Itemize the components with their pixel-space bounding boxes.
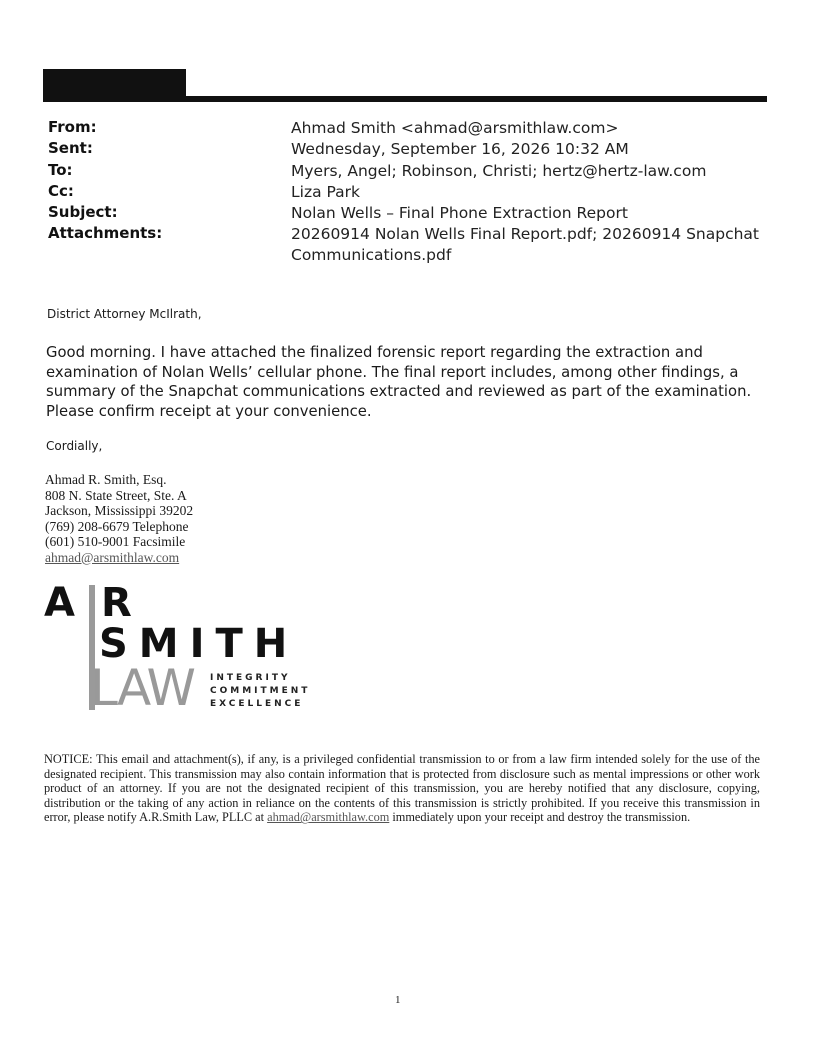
logo-letter-a: A: [44, 580, 75, 626]
signature-address-line2: Jackson, Mississippi 39202: [45, 503, 194, 518]
logo-tagline: [210, 672, 310, 711]
from-label: From:: [48, 118, 97, 136]
to-label: To:: [48, 161, 73, 179]
signature-facsimile: (601) 510-9001 Facsimile: [45, 534, 186, 549]
notice-text-after: immediately upon your receipt and destroy the transmission.: [392, 810, 691, 825]
cc-row: [0, 182, 816, 204]
logo-law: LAW: [90, 659, 194, 717]
from-value: Ahmad Smith <ahmad@arsmithlaw.com>: [291, 119, 619, 137]
signature-name: Ahmad R. Smith, Esq.: [45, 472, 167, 487]
page-number: 1: [395, 994, 401, 1006]
cc-label: Cc:: [48, 182, 74, 200]
subject-row: [0, 203, 816, 225]
to-value: Myers, Angel; Robinson, Christi; hertz@hertz-law.com: [291, 162, 707, 180]
notice-text-before: NOTICE: This email and attachment(s), if any, is a privileged confidential transmission to or from a law firm intended solely for the use of the designated recipient. This transmission may also contain information that is protected from disclosure such as mental impressions or other work product of an attorney. If you are not the designated recipient of this transmission, you are hereby notified that any disclosure, copying, distribution or the taking of any action in reliance on the contents of this transmission is strictly prohibited. If you receive this transmission in error, please notify A.R.Smith Law, PLLC at: [44, 752, 760, 825]
sent-row: [0, 139, 816, 161]
attachments-row: [0, 224, 816, 264]
signature-address-line1: 808 N. State Street, Ste. A: [45, 487, 187, 503]
to-row: [0, 161, 816, 183]
from-row: [0, 118, 816, 140]
logo-tag-commitment: COMMITMENT: [210, 686, 311, 696]
logo-letter-r: R: [101, 580, 132, 626]
subject-value: Nolan Wells – Final Phone Extraction Report: [291, 204, 628, 222]
subject-label: Subject:: [48, 203, 118, 221]
sent-label: Sent:: [48, 139, 93, 157]
attachments-value: 20260914 Nolan Wells Final Report.pdf; 20260914 Snapchat Communications.pdf: [291, 225, 760, 264]
message-body: Good morning. I have attached the finalized forensic report regarding the extraction and examination of Nolan Wells’ cellular phone. The final report includes, among other findings, a summary of the Snapchat communications extracted and reviewed as part of the examination. Please confirm receipt at your convenience.: [46, 344, 752, 420]
closing: Cordially,: [46, 439, 103, 453]
signature-telephone: (769) 208-6679 Telephone: [45, 518, 189, 534]
salutation: District Attorney McIlrath,: [47, 307, 202, 321]
redaction-block: [43, 69, 186, 98]
cc-value: Liza Park: [291, 183, 361, 201]
firm-logo: [44, 580, 334, 717]
logo-tag-integrity: INTEGRITY: [210, 673, 291, 683]
sent-value: Wednesday, September 16, 2026 10:32 AM: [291, 140, 629, 158]
header-rule: [43, 96, 767, 102]
signature-email-link[interactable]: ahmad@arsmithlaw.com: [45, 549, 180, 565]
attachments-label: Attachments:: [48, 224, 163, 242]
signature-block: [45, 472, 193, 565]
logo-tag-excellence: EXCELLENCE: [210, 699, 304, 709]
confidentiality-notice: [44, 752, 760, 825]
logo-smith: SMITH: [99, 621, 299, 667]
notice-email-link[interactable]: ahmad@arsmithlaw.com: [267, 810, 390, 825]
